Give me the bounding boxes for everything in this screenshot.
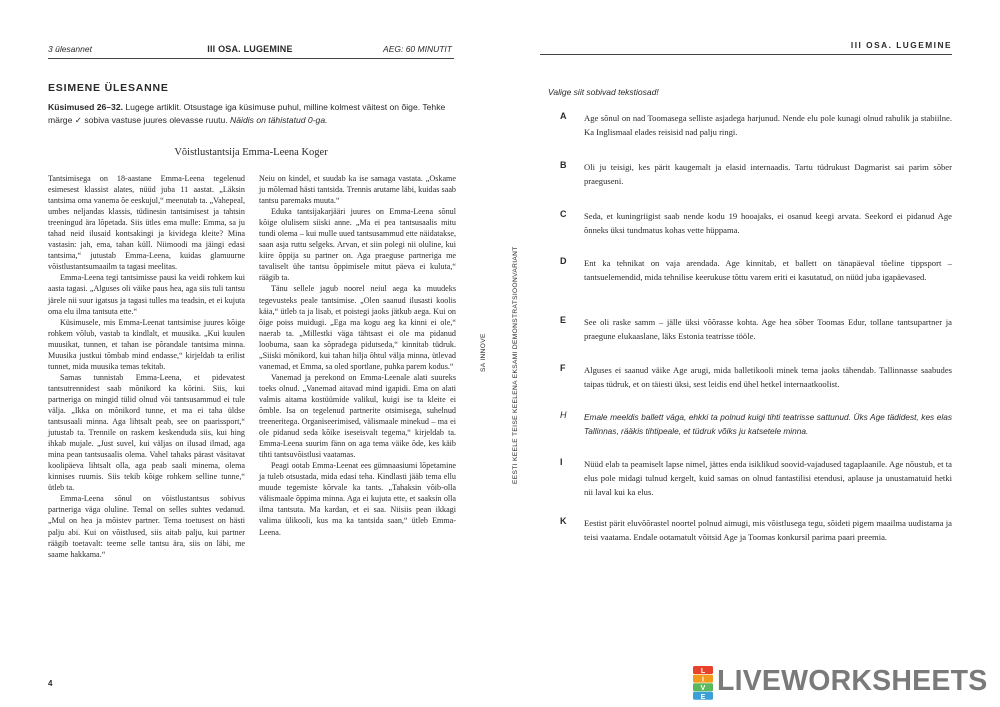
right-page: [500, 0, 1000, 707]
option-text: Seda, et kuningriigist saab nende kodu 19 hooajaks, ei osanud keegi arvata. Seekord ei pidanud Age õnneks üksi tundmatus kohas vette hüppama.: [584, 211, 952, 236]
header-task-count: 3 ülesannet: [48, 44, 92, 54]
right-header-rule: [540, 54, 952, 55]
option-text: Oli ju teisigi, kes pärit kaugemalt ja elasid internaadis. Tartu tüdrukust Dagmarist sai parim sõber praeguseni.: [584, 162, 952, 187]
logo-text: LIVEWORKSHEETS: [717, 665, 988, 697]
option-letter: F: [560, 363, 566, 373]
instructions-example: Näidis on tähistatud 0-ga.: [230, 115, 328, 125]
header-rule: [48, 58, 454, 59]
option-text: Age sõnul on nad Toomasega selliste asjadega harjunud. Nende elu pole kunagi olnud rahulik ja stabiilne. Ka Inglismaal elades reisisid nad palju ringi.: [584, 113, 952, 138]
spine-exam-title: EESTI KEELE TEISE KEELENA EKSAMI DEMONSTRATSIOONVARIANT: [512, 246, 519, 484]
logo-badge-icon: [693, 666, 713, 700]
option-letter: K: [560, 516, 567, 526]
header-time: AEG: 60 MINUTIT: [383, 44, 452, 54]
paragraph: Eduka tantsijakarjääri juures on Emma-Leena sõnul kõige olulisem siiski anne. „Ma ei pea tantsusaalis mitu tundi olema – kui mulle uued tantsusammud ette näidatakse, saan asja ruttu selgeks. Arvan, et siin polegi nii oluline, kui kiire õppija su partner on. Aga praeguse partneriga me tavaliselt ühe tantsu õppimisele mitut päeva ei kuluta,“ räägib ta.: [259, 207, 456, 283]
logo-badge-letter: L: [700, 668, 706, 675]
option-letter: A: [560, 111, 567, 121]
checkmark-icon: ✓: [74, 115, 82, 125]
choose-instruction: Valige siit sobivad tekstiosad!: [548, 87, 659, 97]
article-column-2: [259, 173, 456, 538]
option-text: See oli raske samm – jälle üksi võõrasse kohta. Age hea sõber Toomas Edur, tollane tantsupartner ja praegune elukaaslane, läks Estonia teatrisse tööle.: [584, 317, 952, 342]
spine-publisher: SA INNOVE: [480, 333, 487, 372]
option-text: Eestist pärit eluvõõrastel noortel polnud aimugi, mis võistlusega tegu, sõideti pigem maailma uudistama ja teisi vaatama. Endale ootamatult võitsid Age ja Toomas konkursil parima paari preemia.: [584, 518, 952, 543]
paragraph: Vanemad ja perekond on Emma-Leenale alati suureks toeks olnud. „Vanemad aitavad mind igapidi. Ema on alati valmis aitama kostüümide valikul, kuigi ise ta kleite ei õmble. Isa on tegelenud partnerite otsimisega, suhelnud treeneritega. Organiseerimised, välismaale minekud – ma ei ole pidanud seda kõike iseseisvalt tegema,“ kirjeldab ta. Emma-Leena suurim fänn on aga tema väike õde, kes käib tihti tantsuvõistlusi vaatamas.: [259, 372, 456, 460]
option-text: Ent ka tehnikat on vaja arendada. Age kinnitab, et ballett on tänapäeval tõeline tippsport – tantsuelemendid, mida tehnilise keerukuse tõttu varem eriti ei kasutatud, on nüüd juba igapäevased.: [584, 258, 952, 283]
instructions-lead: Küsimused 26–32.: [48, 102, 123, 112]
logo-badge-letter: I: [702, 676, 704, 684]
paragraph: Emma-Leena sõnul on võistlustantsus sobivus partneriga väga oluline. Temal on selles suhtes vedanud. „Mul on hea ja mõistev partner. Tema toetusest on hästi palju abi. Kui on võistlused, siis aitab palju, kui partner räägib toetavalt: teeme selle tantsu ära, siis on läbi, me saame hakkama.“: [48, 494, 245, 559]
liveworksheets-logo[interactable]: [693, 666, 993, 700]
page-number: 4: [48, 679, 53, 688]
paragraph: Samas tunnistab Emma-Leena, et pidevatest tantsutrennidest saab mõnikord ka kõrini. Siis, kui partneriga on mingid tülid olnud või tantsusammud ei tule välja. „Ikka on mõnikord tunne, et ma ei taha üldse tantsusaali minna. Aga lihtsalt peab, see on paarissport,“ jutustab ta. Trennile on raskem keskenduda siis, kui hing ihkab mujale. „Just suvel, kui väljas on ilusad ilmad, aga mina pean tantsusaalis olema. Vahel tahaks pärast väsitavat koolipäeva lihtsalt olla, aga peab saali minema, olema kinnises ruumis. Siis tekib kõige rohkem selline tunne,“ ütleb ta.: [48, 372, 245, 493]
article-column-1: [48, 173, 245, 560]
option-text: Alguses ei saanud väike Age arugi, mida balletikooli minek tema jaoks tähendab. Tallinnasse saabudes taipas tüdruk, et on täiesti üksi, sest leidis end ühel hetkel internaatkoolist.: [584, 365, 952, 390]
paragraph: Küsimusele, mis Emma-Leenat tantsimise juures kõige rohkem võlub, vastab ta kindlalt, et muusika. „Kui kuulen muusikat, tunnen, et tahan ise põrandale tantsima minna. Muusika justkui tõmbab mind endasse,“ kirjeldab ta erilist tunnet, mida muusika temas tekitab.: [48, 317, 245, 371]
option-letter: H: [560, 410, 567, 420]
option-letter: I: [560, 457, 563, 467]
instructions-text-1: Lugege artiklit. Otsustage iga küsimuse puhul, milline kolmest väitest on õige. Tehke märge: [48, 102, 446, 125]
header-section: III OSA. LUGEMINE: [207, 44, 293, 54]
instructions-text-2: sobiva vastuse juures olevasse ruutu.: [81, 115, 231, 125]
option-text: Nüüd elab ta peamiselt lapse nimel, jättes enda isiklikud soovid-vajadused tagaplaanile. Age nõustub, et ta elus pole midagi tulnud kergelt, kuid samas on olnud fantastilisi etendusi, aplause ja unustamatuid hetki nii laval kui ka elus.: [584, 459, 952, 498]
paragraph: Tantsimisega on 18-aastane Emma-Leena tegelenud esimesest klassist alates, nüüd juba 11 aastat. „Läksin tantsima oma vanema õe eeskujul,“ meenutab ta. „Vahepeal, umbes neljandas klassis, tüdinesin tantsimisest ja tahtsin treeningud ära lõpetada. Siis ütles ema mulle: Emma, sa ju tahad neid ilusaid kontsakingi ja kividega kleite? Mina vastasin: jah, ema, tahan küll. Niimoodi ma jäingi edasi tantsima,“ jutustab Emma-Leena, kuidas glamuurne võistlustantsumaailm ta tagasi meelitas.: [48, 174, 245, 272]
right-header-section: III OSA. LUGEMINE: [850, 40, 952, 50]
paragraph: Peagi ootab Emma-Leenat ees gümnaasiumi lõpetamine ja tuleb otsustada, mida edasi teha. Kindlasti jääb tema ellu muude tegemiste kõrvale ka tants. „Tahaksin võib-olla välismaale õppima minna. Aga ei kujuta ette, et saaksin olla ilma tantsuta. Ma kardan, et ei saa. Niisiis pean ikkagi valima ülikooli, kus ma ka tantsida saan,“ ütleb Emma-Leena.: [259, 461, 456, 537]
logo-badge-letter: E: [700, 693, 706, 700]
logo-badge-letter: V: [700, 685, 706, 693]
paragraph: Neiu on kindel, et suudab ka ise samaga vastata. „Oskame ju mõlemad hästi tantsida. Trennis arutame läbi, kuidas saab tantsu paremaks muuta.“: [259, 174, 456, 206]
paragraph: Emma-Leena tegi tantsimisse pausi ka veidi rohkem kui aasta tagasi. „Alguses oli väike paus hea, aga siis tuli tantsu järele nii suur igatsus ja tagasi tulles ma teadsin, et ei kujuta oma elu ilma tantsuta ette.“: [48, 273, 245, 316]
option-letter: C: [560, 209, 567, 219]
option-letter: E: [560, 315, 567, 325]
option-letter: B: [560, 160, 567, 170]
section-title: ESIMENE ÜLESANNE: [48, 82, 169, 94]
option-letter: D: [560, 256, 567, 266]
option-text: Emale meeldis ballett väga, ehkki ta polnud kuigi tihti teatrisse sattunud. Üks Age tädidest, kes elas Tallinnas, rääkis tihtipeale, et tüdruk võiks ju katsetele minna.: [584, 412, 952, 437]
paragraph: Tänu sellele jagub noorel neiul aega ka muudeks tegevusteks peale tantsimise. „Olen saanud ilusasti koolis käia,“ ütleb ta ja lisab, et poistegi jaoks jätkub aega. Kui on õige poiss muidugi. „Ega ma kogu aeg ka kinni ei ole,“ naerab ta. „Millestki väga tähtsast ei ole ma pidanud loobuma, saan ka sõpradega pidutseda,“ kinnitab tüdruk. „Siiski mõnikord, kui tahan hilja õhtul välja minna, ütlevad vanemad, et Emma, sa oled sportlane, puhka parem kodus.“: [259, 284, 456, 371]
instructions: [48, 101, 454, 127]
article-title: Võistlustantsija Emma-Leena Koger: [174, 147, 328, 158]
